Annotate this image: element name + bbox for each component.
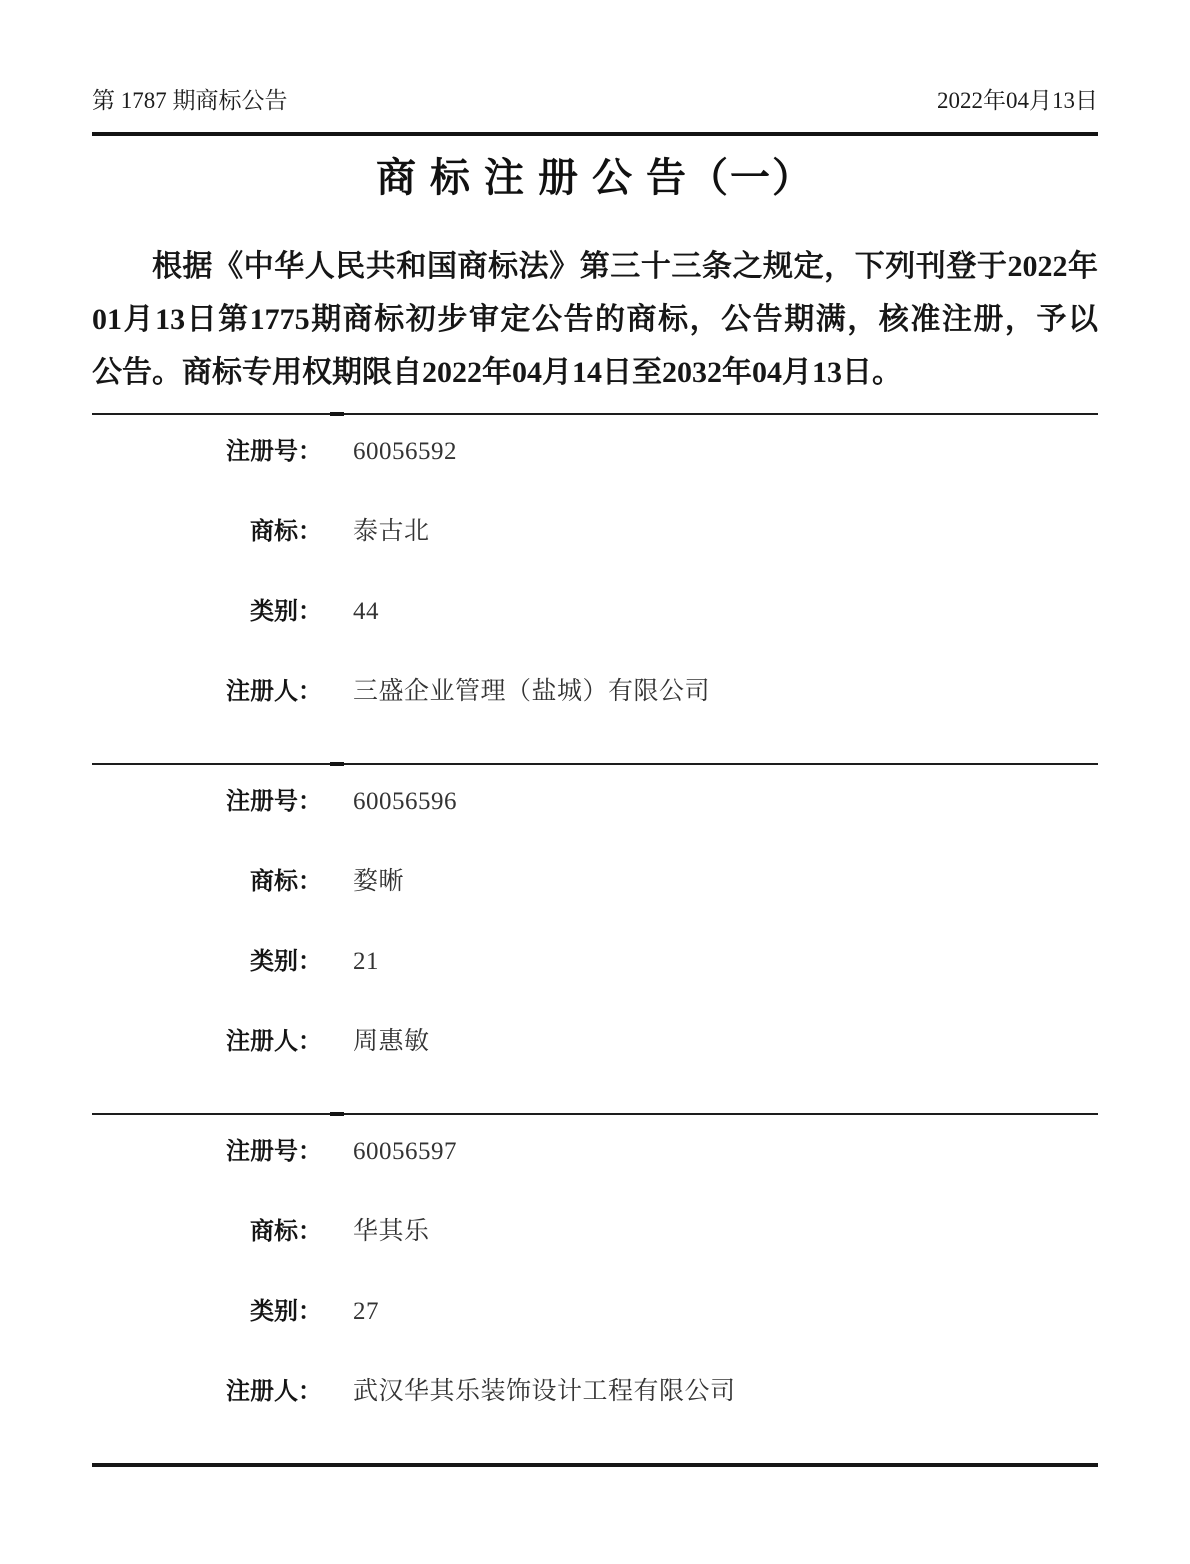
- intro-line: 根据《中华人民共和国商标法》第三十三条之规定，下列刊登于2022年: [152, 250, 1098, 283]
- registrant-row: [92, 1025, 1098, 1059]
- class-value: 21: [353, 948, 379, 975]
- trademark-value: 华其乐: [353, 1218, 430, 1245]
- trademark-label: 商标：: [250, 868, 322, 895]
- publication-date: 2022年04月13日: [937, 88, 1098, 113]
- registrant-label: 注册人：: [226, 1378, 322, 1405]
- page-header: [92, 0, 1098, 118]
- class-value: 44: [353, 598, 379, 625]
- class-row: [92, 1295, 1098, 1329]
- entries-list: [92, 413, 1098, 1467]
- trademark-row: [92, 865, 1098, 899]
- divider-notch: [330, 412, 344, 416]
- entry-divider: [92, 1113, 1098, 1115]
- reg-no-label: 注册号：: [226, 788, 322, 815]
- reg-no-row: [92, 785, 1098, 819]
- reg-no-value: 60056596: [353, 788, 457, 815]
- reg-no-label: 注册号：: [226, 1138, 322, 1165]
- reg-no-label: 注册号：: [226, 438, 322, 465]
- registrant-value: 周惠敏: [353, 1028, 430, 1055]
- intro-paragraph: [92, 240, 1098, 399]
- trademark-value: 泰古北: [353, 518, 430, 545]
- registrant-value: 三盛企业管理（盐城）有限公司: [353, 678, 711, 705]
- divider-notch: [330, 762, 344, 766]
- class-label: 类别：: [250, 948, 322, 975]
- trademark-entry: [92, 413, 1098, 763]
- class-label: 类别：: [250, 1298, 322, 1325]
- entry-divider: [92, 763, 1098, 765]
- header-divider: [92, 132, 1098, 136]
- reg-no-value: 60056592: [353, 438, 457, 465]
- reg-no-row: [92, 1135, 1098, 1169]
- registrant-row: [92, 675, 1098, 709]
- class-row: [92, 595, 1098, 629]
- registrant-label: 注册人：: [226, 678, 322, 705]
- trademark-label: 商标：: [250, 518, 322, 545]
- registrant-row: [92, 1375, 1098, 1409]
- divider-notch: [330, 1112, 344, 1116]
- bottom-divider: [92, 1463, 1098, 1467]
- trademark-row: [92, 1215, 1098, 1249]
- registrant-value: 武汉华其乐装饰设计工程有限公司: [353, 1378, 736, 1405]
- page-title: 商 标 注 册 公 告（一）: [376, 155, 814, 200]
- intro-line: 公告。商标专用权期限自2022年04月14日至2032年04月13日。: [92, 356, 902, 389]
- registrant-label: 注册人：: [226, 1028, 322, 1055]
- trademark-entry: [92, 1113, 1098, 1463]
- class-label: 类别：: [250, 598, 322, 625]
- reg-no-row: [92, 435, 1098, 469]
- class-value: 27: [353, 1298, 379, 1325]
- trademark-entry: [92, 763, 1098, 1113]
- class-row: [92, 945, 1098, 979]
- reg-no-value: 60056597: [353, 1138, 457, 1165]
- entry-divider: [92, 413, 1098, 415]
- trademark-row: [92, 515, 1098, 549]
- intro-line: 01月13日第1775期商标初步审定公告的商标，公告期满，核准注册，予以: [92, 303, 1098, 336]
- issue-number: 第 1787 期商标公告: [92, 88, 288, 113]
- trademark-value: 婺晰: [353, 868, 405, 895]
- trademark-label: 商标：: [250, 1218, 322, 1245]
